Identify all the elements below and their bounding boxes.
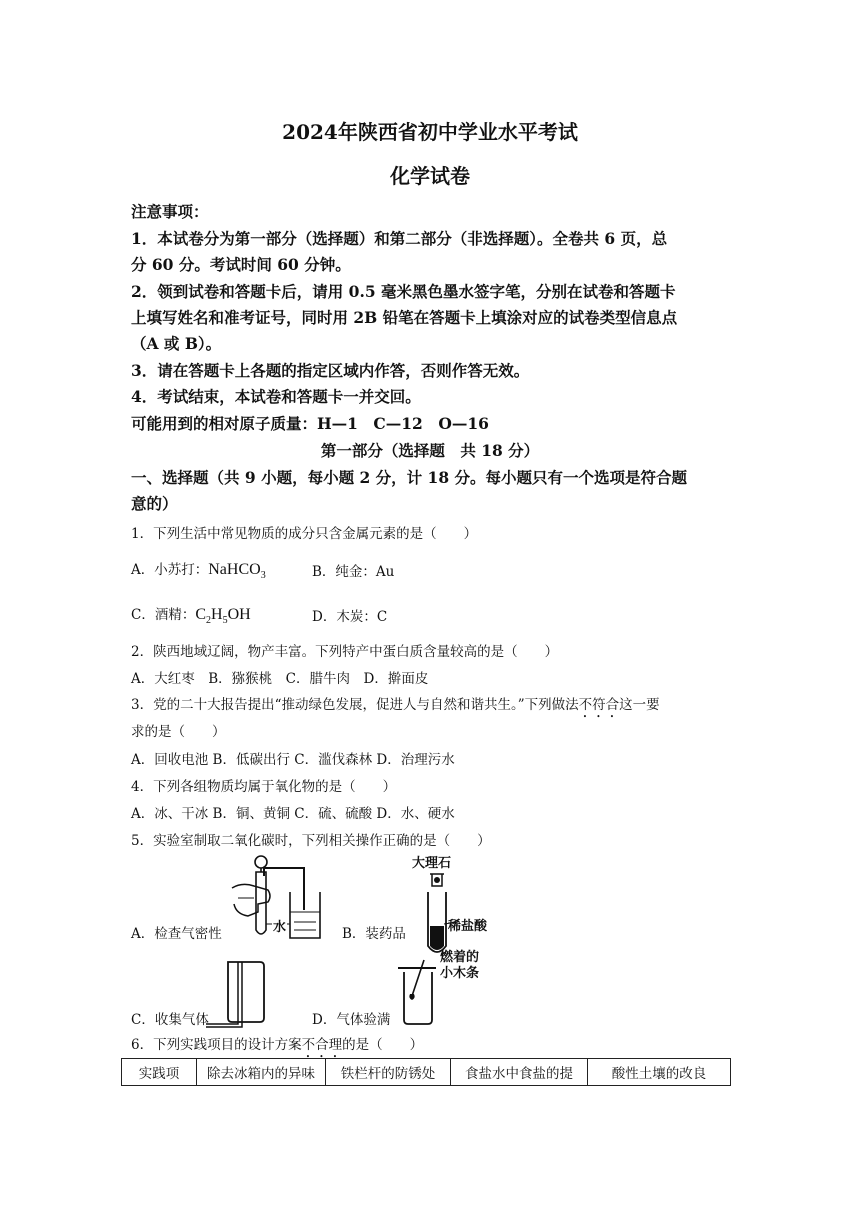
atomic-mass-line: 可能用到的相对原子质量：H—1 C—12 O—16 — [131, 414, 489, 433]
table-header-cell: 铁栏杆的防锈处 — [326, 1059, 451, 1086]
q6-table — [121, 1058, 731, 1086]
figure-collecting-gas — [204, 958, 268, 1028]
notice-line-2c: （A 或 B）。 — [131, 334, 222, 353]
q5-option-a: A．检查气密性 — [131, 926, 222, 942]
q1-c-label: C．酒精： — [131, 607, 196, 623]
figure-d-label-1: 燃着的 — [440, 950, 480, 965]
figure-d-label-2: 小木条 — [440, 966, 480, 981]
notice-line-2b: 上填写姓名和准考证号，同时用 2B 铅笔在答题卡上填涂对应的试卷类型信息点 — [131, 308, 678, 327]
q1-option-d: D．木炭：C — [312, 609, 388, 625]
notice-line-1a: 1．本试卷分为第一部分（选择题）和第二部分（非选择题）。全卷共 6 页，总 — [131, 229, 668, 248]
q3-stem-line-1: 3．党的二十大报告提出“推动绿色发展，促进人与自然和谐共生。”下列做法不符合这一要 — [131, 697, 660, 713]
figure-gas-full-test — [394, 958, 444, 1028]
q2-stem: 2．陕西地域辽阔，物产丰富。下列特产中蛋白质含量较高的是（ ） — [131, 644, 559, 660]
q3-emphasis: 不符合 — [578, 697, 620, 713]
exam-title: 2024年陕西省初中学业水平考试 — [282, 120, 578, 144]
q4-stem: 4．下列各组物质均属于氧化物的是（ ） — [131, 779, 397, 795]
q1-option-a — [131, 558, 266, 581]
section-one-line-a: 一、选择题（共 9 小题，每小题 2 分，计 18 分。每小题只有一个选项是符合题 — [131, 468, 688, 487]
q5-option-b: B．装药品 — [342, 926, 406, 942]
notice-line-4: 4．考试结束，本试卷和答题卡一并交回。 — [131, 387, 421, 406]
figure-b-marble-label: 大理石 — [412, 856, 452, 871]
q4-options: A．冰、干冰 B．铜、黄铜 C．硫、硫酸 D．水、硬水 — [131, 806, 455, 822]
q3-stem-line-2: 求的是（ ） — [131, 724, 226, 740]
q5-option-c: C．收集气体 — [131, 1012, 209, 1028]
notice-line-2a: 2．领到试卷和答题卡后，请用 0.5 毫米黑色墨水签字笔，分别在试卷和答题卡 — [131, 282, 676, 301]
q1-option-c — [131, 603, 251, 626]
q5-option-d: D．气体验满 — [312, 1012, 391, 1028]
notice-line-3: 3．请在答题卡上各题的指定区域内作答，否则作答无效。 — [131, 361, 530, 380]
q6-emphasis: 不合理 — [301, 1037, 343, 1053]
q5-stem: 5．实验室制取二氧化碳时，下列相关操作正确的是（ ） — [131, 833, 491, 849]
q3-options: A．回收电池 B．低碳出行 C．滥伐森林 D．治理污水 — [131, 752, 455, 768]
table-header-cell: 食盐水中食盐的提 — [451, 1059, 588, 1086]
figure-a-water-label: 水 — [272, 916, 287, 935]
q6-stem: 6．下列实践项目的设计方案不合理的是（ ） — [131, 1037, 424, 1053]
q1-stem: 1．下列生活中常见物质的成分只含金属元素的是（ ） — [131, 526, 478, 542]
table-header-cell: 实践项 — [122, 1059, 197, 1086]
notice-line-1b: 分 60 分。考试时间 60 分钟。 — [131, 255, 351, 274]
q1-option-b: B．纯金：Au — [312, 564, 395, 580]
figure-b-acid-label: 稀盐酸 — [448, 919, 488, 934]
q1-a-label: A．小苏打： — [131, 562, 209, 578]
table-header-cell: 酸性土壤的改良 — [588, 1059, 731, 1086]
exam-subtitle: 化学试卷 — [390, 164, 470, 188]
notice-heading: 注意事项： — [131, 202, 209, 221]
table-header-cell: 除去冰箱内的异味 — [197, 1059, 326, 1086]
q2-options: A．大红枣 B．猕猴桃 C．腊牛肉 D．擀面皮 — [131, 671, 429, 687]
part1-title: 第一部分（选择题 共 18 分） — [320, 441, 540, 460]
q1-c-formula: $C_2H_5OH$ — [195, 606, 251, 627]
table-row — [122, 1059, 731, 1086]
section-one-line-b: 意的） — [131, 494, 178, 513]
figure-loading-reagents — [414, 868, 484, 956]
q1-a-formula: NaHCO$_3$ — [208, 561, 266, 582]
